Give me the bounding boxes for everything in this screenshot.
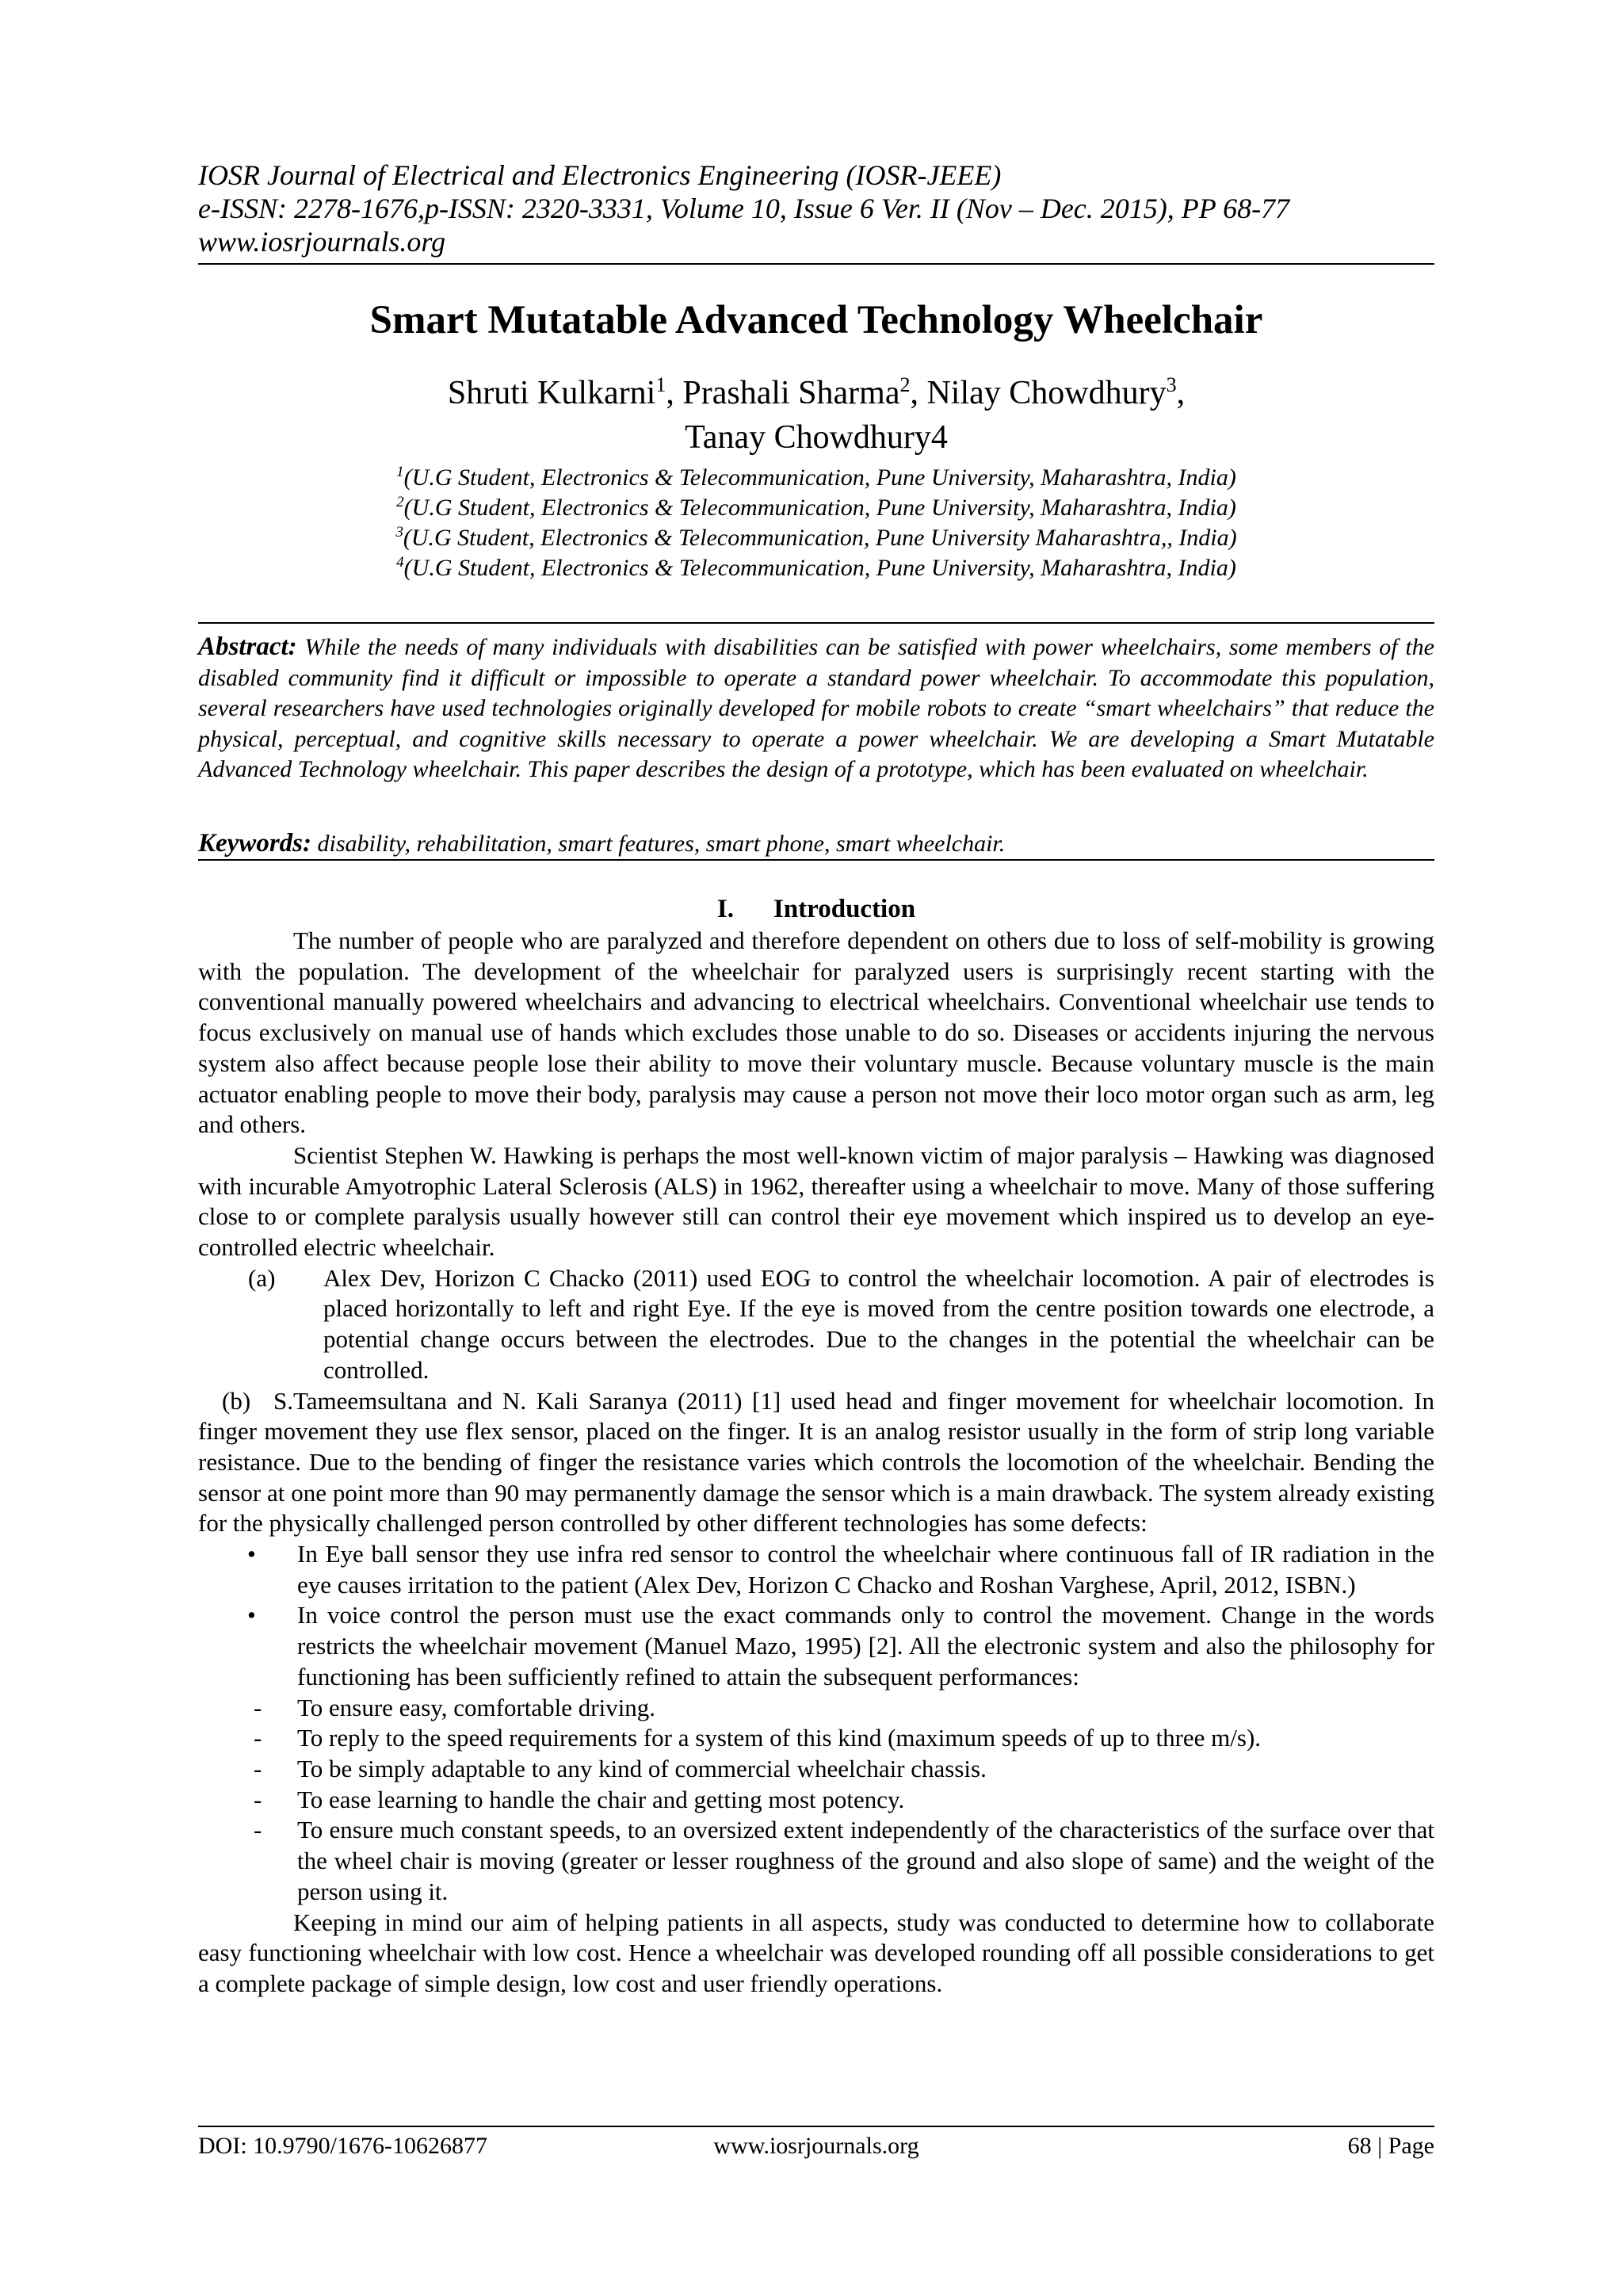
list-item-text: S.Tameemsultana and N. Kali Saranya (2011) [1] used head and finger movement for wheelchair locomotion. In finger movement they use flex sensor, placed on the finger. It is an analog resistor usually in the form of strip long variable resistance. Due to the bending of finger the resistance varies which controls the locomotion of the wheelchair. Bending the sensor at one point more than 90 may permanently damage the sensor which is a main drawback. The system already existing for the physically challenged person controlled by other different technologies has some defects: [198, 1386, 1434, 1538]
dash-icon: - [254, 1693, 262, 1721]
dash-item [198, 1815, 1434, 1907]
header-rule [198, 263, 1434, 265]
abstract-top-rule [198, 622, 1434, 624]
dash-icon: - [254, 1724, 262, 1752]
dash-icon: - [254, 1754, 262, 1782]
dash-icon: - [254, 1816, 262, 1844]
dash-item [198, 1754, 1434, 1785]
dash-text: To reply to the speed requirements for a system of this kind (maximum speeds of up to three m/s). [297, 1724, 1262, 1752]
section-heading [198, 893, 1434, 925]
body-text [198, 926, 1434, 2000]
author-line-2: Tanay Chowdhury4 [685, 419, 948, 456]
affiliation-3 [198, 523, 1434, 553]
abstract-bottom-rule [198, 859, 1434, 861]
affiliation-1 [198, 463, 1434, 493]
affiliation-mark: 3 [395, 524, 403, 541]
bullet-text: In Eye ball sensor they use infra red sensor to control the wheelchair where continuous fall of IR radiation in the eye causes irritation to the patient (Alex Dev, Horizon C Chacko and Roshan Varghese, April, 2012, ISBN.) [297, 1540, 1434, 1599]
affiliation-text: (U.G Student, Electronics & Telecommunication, Pune University, Maharashtra, India) [403, 495, 1236, 521]
footer-page-number: 68 | Page [1347, 2133, 1434, 2159]
bullet-icon: • [247, 1540, 256, 1568]
dash-text: To ensure much constant speeds, to an oversized extent independently of the characteristics of the surface over that the wheel chair is moving (greater or lesser roughness of the ground and also slope of same) and the weight of the person using it. [297, 1816, 1434, 1905]
paper-title: Smart Mutatable Advanced Technology Wheelchair [369, 298, 1263, 342]
affiliation-2 [198, 493, 1434, 523]
list-marker: (b) [222, 1386, 251, 1415]
footer-doi: DOI: 10.9790/1676-10626877 [198, 2133, 487, 2159]
abstract [198, 632, 1434, 785]
footer-rule [198, 2126, 1434, 2127]
bullet-text: In voice control the person must use the exact commands only to control the movement. Change in the words restricts the wheelchair movement (Manuel Mazo, 1995) [2]. All the electronic system and also the philosophy for functioning has been sufficiently refined to attain the subsequent performances: [297, 1601, 1434, 1690]
affiliation-text: (U.G Student, Electronics & Telecommunication, Pune University, Maharashtra, India) [403, 464, 1236, 491]
abstract-label: Abstract: [198, 632, 297, 661]
journal-name: IOSR Journal of Electrical and Electronics Engineering (IOSR-JEEE) [198, 159, 1002, 191]
bullet-icon: • [247, 1601, 256, 1629]
abstract-text: While the needs of many individuals with disabilities can be satisfied with power wheelchairs, some members of the disabled community find it difficult or impossible to operate a standard power wheelchair. To accommodate this population, several researchers have used technologies originally developed for mobile robots to create “smart wheelchairs” that reduce the physical, perceptual, and cognitive skills necessary to operate a power wheelchair. We are developing a Smart Mutatable Advanced Technology wheelchair. This paper describes the design of a prototype, which has been evaluated on wheelchair. [198, 634, 1434, 782]
author-affil-mark: 3 [1166, 373, 1177, 396]
keywords-label: Keywords: [198, 829, 311, 858]
keywords [198, 828, 1434, 859]
dash-text: To be simply adaptable to any kind of commercial wheelchair chassis. [297, 1754, 987, 1782]
keywords-text: disability, rehabilitation, smart features, smart phone, smart wheelchair. [317, 831, 1006, 857]
author-name: , Nilay Chowdhury [910, 375, 1167, 411]
affiliation-mark: 2 [396, 494, 404, 510]
journal-issn: e-ISSN: 2278-1676,p-ISSN: 2320-3331, Volume 10, Issue 6 Ver. II (Nov – Dec. 2015), PP 68-77 [198, 193, 1290, 224]
affiliation-text: (U.G Student, Electronics & Telecommunication, Pune University Maharashtra,, India) [403, 525, 1237, 551]
list-item [198, 1386, 1434, 1540]
journal-header [198, 159, 1434, 258]
dash-item [198, 1723, 1434, 1754]
list-marker: (a) [248, 1263, 276, 1292]
author-name: Shruti Kulkarni [447, 375, 656, 411]
bullet-item [198, 1539, 1434, 1600]
paragraph: Keeping in mind our aim of helping patients in all aspects, study was conducted to determine how to collaborate easy functioning wheelchair with low cost. Hence a wheelchair was developed rounding off all possible considerations to get a complete package of simple design, low cost and user friendly operations. [198, 1908, 1434, 1997]
affiliation-text: (U.G Student, Electronics & Telecommunication, Pune University, Maharashtra, India) [403, 555, 1236, 581]
dash-text: To ease learning to handle the chair and getting most potency. [297, 1785, 905, 1813]
author-affil-mark: 2 [899, 373, 911, 396]
footer-website[interactable]: www.iosrjournals.org [713, 2133, 919, 2159]
affiliation-mark: 4 [396, 554, 404, 571]
bullet-item [198, 1600, 1434, 1692]
dash-text: To ensure easy, comfortable driving. [297, 1693, 656, 1721]
section-number: I. [716, 895, 734, 923]
author-line-1 [198, 371, 1434, 415]
author-separator: , [1176, 375, 1186, 411]
section-title: Introduction [773, 895, 916, 923]
author-list [198, 371, 1434, 460]
affiliation-list [198, 463, 1434, 583]
author-affil-mark: 1 [655, 373, 666, 396]
dash-item [198, 1785, 1434, 1816]
affiliation-4 [198, 553, 1434, 583]
paragraph: Scientist Stephen W. Hawking is perhaps the most well-known victim of major paralysis – Hawking was diagnosed with incurable Amyotrophic Lateral Sclerosis (ALS) in 1962, thereafter using a wheelchair to move. Many of those suffering close to or complete paralysis usually however still can control their eye movement which inspired us to develop an eye-controlled electric wheelchair. [198, 1140, 1434, 1262]
paragraph: The number of people who are paralyzed and therefore dependent on others due to loss of self-mobility is growing with the population. The development of the wheelchair for paralyzed users is surprisingly recent starting with the conventional manually powered wheelchairs and advancing to electrical wheelchairs. Conventional wheelchair use tends to focus exclusively on manual use of hands which excludes those unable to do so. Diseases or accidents injuring the nervous system also affect because people lose their ability to move their voluntary muscle. Because voluntary muscle is the main actuator enabling people to move their body, paralysis may cause a person not move their loco motor organ such as arm, leg and others. [198, 926, 1434, 1139]
dash-icon: - [254, 1785, 262, 1813]
author-name: , Prashali Sharma [666, 375, 900, 411]
journal-website[interactable]: www.iosrjournals.org [198, 226, 446, 258]
dash-item [198, 1693, 1434, 1724]
affiliation-mark: 1 [396, 464, 404, 480]
list-item-text: Alex Dev, Horizon C Chacko (2011) used EOG to control the wheelchair locomotion. A pair of electrodes is placed horizontally to left and right Eye. If the eye is moved from the centre position towards one electrode, a potential change occurs between the electrodes. Due to the changes in the potential the wheelchair can be controlled. [323, 1263, 1434, 1384]
list-item [198, 1263, 1434, 1386]
